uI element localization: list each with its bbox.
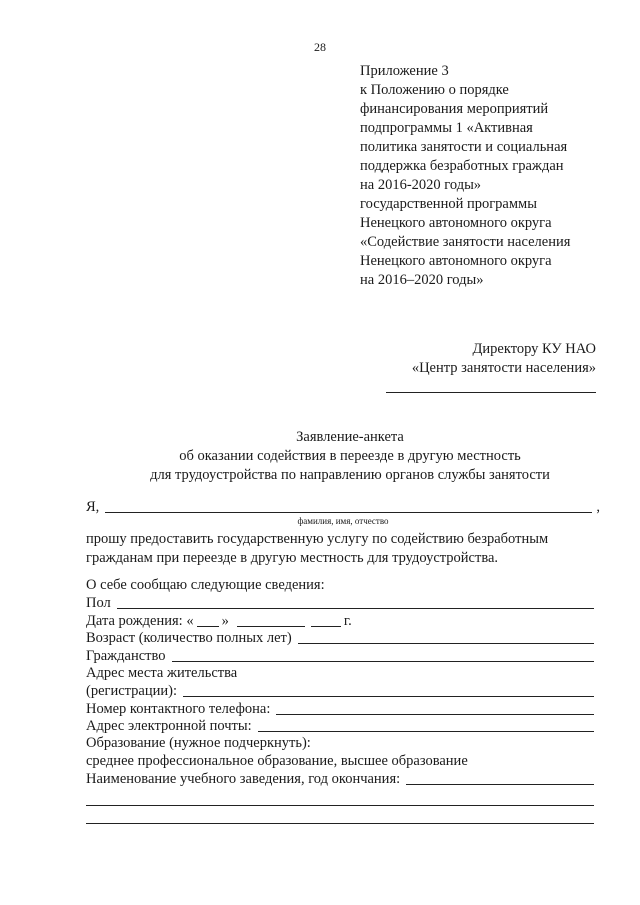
appendix-line: на 2016–2020 годы» <box>360 272 484 288</box>
appendix-reference <box>360 62 600 290</box>
birth-date-label: Дата рождения: « <box>86 612 194 629</box>
page-number: 28 <box>314 40 326 54</box>
email-label: Адрес электронной почты: <box>86 718 252 735</box>
applicant-prefix: Я, <box>86 499 100 515</box>
institution-field[interactable] <box>406 774 594 785</box>
address-label-line2: (регистрации): <box>86 683 177 700</box>
appendix-line: поддержка безработных граждан <box>360 158 564 174</box>
gender-field[interactable] <box>117 598 594 609</box>
citizenship-field[interactable] <box>172 651 594 662</box>
birth-month-field[interactable] <box>237 616 305 627</box>
institution-row <box>86 771 594 789</box>
email-field[interactable] <box>258 721 594 732</box>
education-label: Образование (нужное подчеркнуть): <box>86 735 311 752</box>
appendix-line: «Содействие занятости населения <box>360 234 571 250</box>
appendix-line: Ненецкого автономного округа <box>360 253 552 269</box>
citizenship-row <box>86 647 594 665</box>
appendix-line: финансирования мероприятий <box>360 101 549 117</box>
institution-extra-line[interactable] <box>86 791 594 806</box>
gender-row <box>86 595 594 613</box>
request-paragraph <box>86 530 606 568</box>
address-row <box>86 683 594 701</box>
address-label-line1: Адрес места жительства <box>86 664 238 681</box>
applicant-suffix: , <box>596 499 600 515</box>
phone-field[interactable] <box>276 704 594 715</box>
institution-extra-line[interactable] <box>86 809 594 824</box>
birth-date-quote: » <box>221 612 229 629</box>
address-field[interactable] <box>183 686 594 697</box>
applicant-info-form <box>86 577 594 824</box>
request-line: прошу предоставить государственную услугу по содействию безработным <box>86 531 549 547</box>
appendix-line: к Положению о порядке <box>360 82 509 98</box>
appendix-line: на 2016-2020 годы» <box>360 177 482 193</box>
email-row <box>86 718 594 736</box>
appendix-line: политика занятости и социальная <box>360 139 568 155</box>
request-line: гражданам при переезде в другую местность для трудоустройства. <box>86 550 499 566</box>
addressee-organization: «Центр занятости населения» <box>411 360 596 376</box>
age-field[interactable] <box>298 633 594 644</box>
addressee-title: Директору КУ НАО <box>472 341 596 357</box>
birth-year-suffix: г. <box>343 612 352 629</box>
addressee-block <box>336 340 596 393</box>
form-intro: О себе сообщаю следующие сведения: <box>86 577 325 593</box>
appendix-line: подпрограммы 1 «Активная <box>360 120 533 136</box>
title-line: для трудоустройства по направлению органов службы занятости <box>150 467 550 483</box>
appendix-line: государственной программы <box>360 196 537 212</box>
age-row <box>86 630 594 648</box>
birth-day-field[interactable] <box>197 616 219 627</box>
document-title <box>90 428 610 485</box>
age-label: Возраст (количество полных лет) <box>86 630 292 647</box>
applicant-name-caption: фамилия, имя, отчество <box>297 516 389 526</box>
institution-label: Наименование учебного заведения, год окончания: <box>86 771 401 788</box>
applicant-name-row <box>86 496 600 516</box>
gender-label: Пол <box>86 595 111 612</box>
appendix-line: Ненецкого автономного округа <box>360 215 552 231</box>
phone-row <box>86 700 594 718</box>
birth-year-field[interactable] <box>311 616 341 627</box>
title-line: об оказании содействия в переезде в другую местность <box>179 448 521 464</box>
addressee-blank-line[interactable] <box>386 378 596 393</box>
birth-date-row <box>86 612 594 630</box>
title-line: Заявление-анкета <box>296 429 404 445</box>
citizenship-label: Гражданство <box>86 647 166 664</box>
appendix-line: Приложение 3 <box>360 63 449 79</box>
phone-label: Номер контактного телефона: <box>86 700 271 717</box>
applicant-name-field[interactable] <box>105 500 592 513</box>
education-options[interactable]: среднее профессиональное образование, высшее образование <box>86 752 468 769</box>
